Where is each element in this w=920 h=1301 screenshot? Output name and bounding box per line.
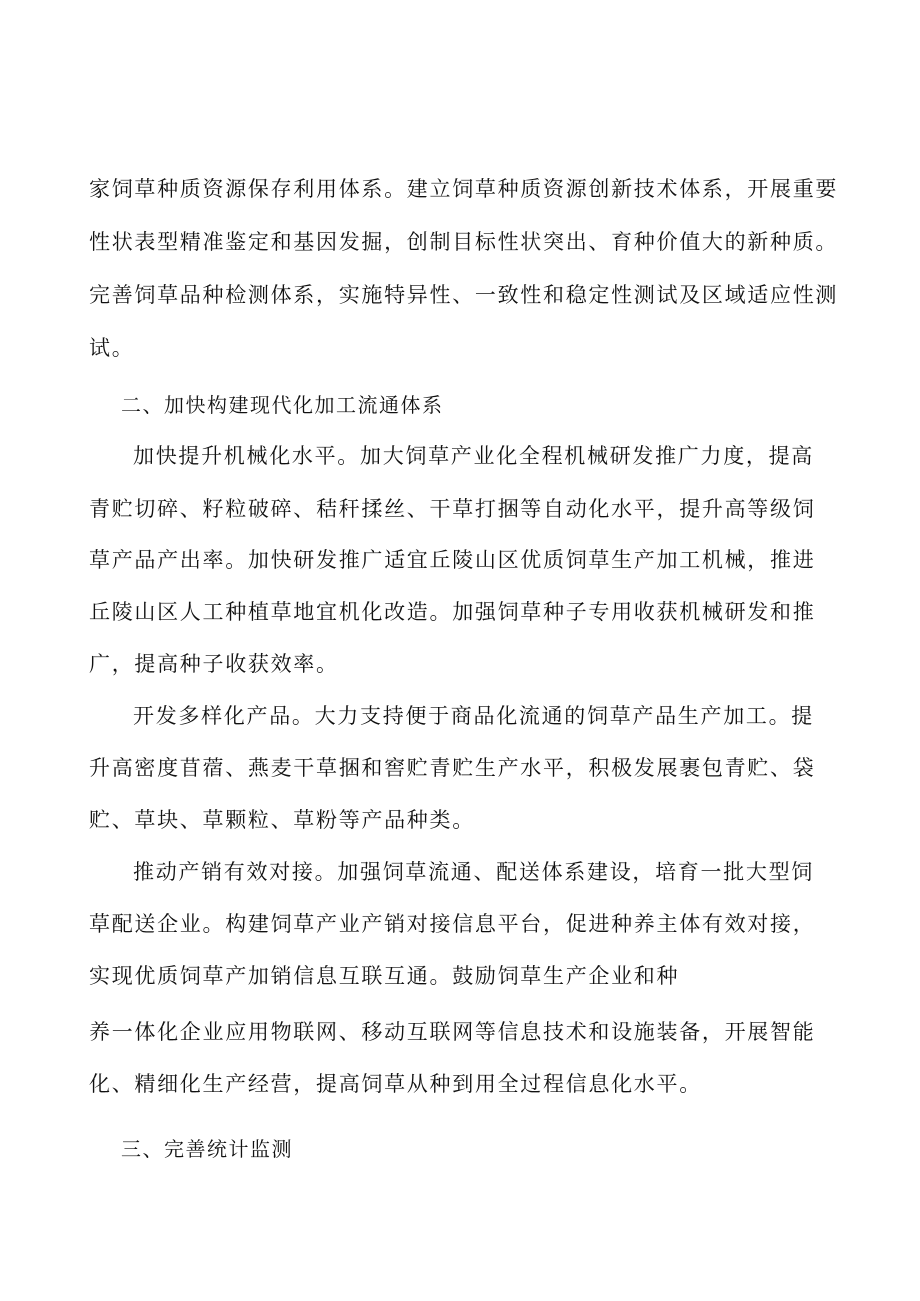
text-line: 草产品产出率。加快研发推广适宜丘陵山区优质饲草生产加工机械，推进 xyxy=(89,548,816,572)
text-line: 贮、草块、草颗粒、草粉等产品种类。 xyxy=(89,808,475,832)
section-heading-2: 二、加快构建现代化加工流通体系 xyxy=(121,393,444,417)
text-line: 化、精细化生产经营，提高饲草从种到用全过程信息化水平。 xyxy=(89,1072,702,1096)
text-line: 升高密度苜蓿、燕麦干草捆和窖贮青贮生产水平，积极发展裹包青贮、袋 xyxy=(89,756,816,780)
text-line: 完善饲草品种检测体系，实施特异性、一致性和稳定性测试及区域适应性测 xyxy=(89,283,839,307)
section-heading-3: 三、完善统计监测 xyxy=(121,1137,293,1161)
text-line: 家饲草种质资源保存利用体系。建立饲草种质资源创新技术体系，开展重要 xyxy=(89,177,839,201)
text-line: 丘陵山区人工种植草地宜机化改造。加强饲草种子专用收获机械研发和推 xyxy=(89,600,816,624)
text-line: 开发多样化产品。大力支持便于商品化流通的饲草产品生产加工。提 xyxy=(133,704,814,728)
text-line: 加快提升机械化水平。加大饲草产业化全程机械研发推广力度，提高 xyxy=(133,444,814,468)
text-line: 草配送企业。构建饲草产业产销对接信息平台，促进种养主体有效对接， xyxy=(89,912,816,936)
text-line: 青贮切碎、籽粒破碎、秸秆揉丝、干草打捆等自动化水平，提升高等级饲 xyxy=(89,497,816,521)
text-line: 推动产销有效对接。加强饲草流通、配送体系建设，培育一批大型饲 xyxy=(133,860,814,884)
text-line: 广，提高种子收获效率。 xyxy=(89,652,339,676)
text-line: 试。 xyxy=(89,336,135,360)
text-line: 养一体化企业应用物联网、移动互联网等信息技术和设施装备，开展智能 xyxy=(89,1020,816,1044)
text-line: 实现优质饲草产加销信息互联互通。鼓励饲草生产企业和种 xyxy=(89,964,680,988)
text-line: 性状表型精准鉴定和基因发掘，创制目标性状突出、育种价值大的新种质。 xyxy=(89,230,839,254)
